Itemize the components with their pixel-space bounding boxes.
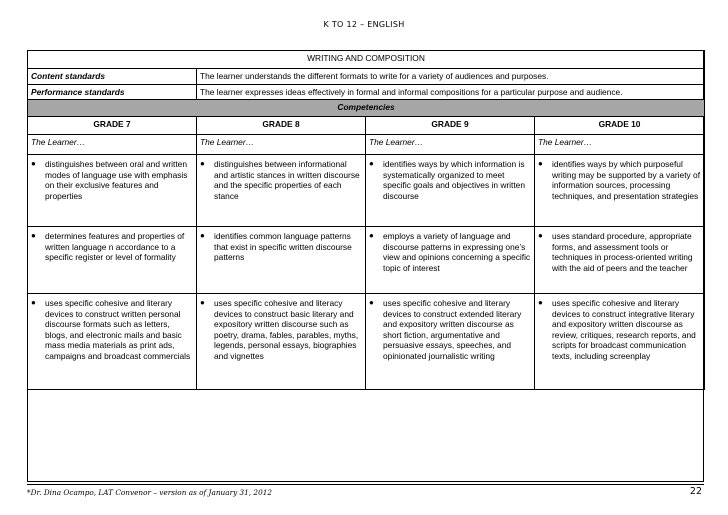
bullet-icon: ● bbox=[538, 231, 543, 240]
competency-cell bbox=[28, 227, 197, 294]
competency-cell bbox=[366, 155, 535, 227]
content-standards-label: Content standards bbox=[28, 69, 197, 85]
content-standards-value: The learner understands the different formats to write for a variety of audiences and purposes. bbox=[197, 69, 705, 85]
page-number: 22 bbox=[689, 486, 702, 497]
learner-label-g10: The Learner… bbox=[535, 135, 705, 155]
competency-cell bbox=[28, 294, 197, 390]
competency-text: uses standard procedure, appropriate forms, and assessment tools or techniques in process-oriented writing with the aid of peers and the teacher bbox=[552, 231, 693, 273]
table-row bbox=[28, 294, 705, 390]
competencies-row bbox=[28, 100, 705, 117]
competency-cell bbox=[197, 155, 366, 227]
curriculum-table bbox=[27, 50, 705, 390]
competency-text: uses specific cohesive and literary devices to construct extended literary and expository written discourse as short fiction, argumentative and persuasive essays, speeches, and opinionated journalistic writing bbox=[383, 298, 522, 361]
performance-standards-label: Performance standards bbox=[28, 84, 197, 100]
bullet-icon: ● bbox=[200, 159, 205, 168]
learner-label-g9: The Learner… bbox=[366, 135, 535, 155]
page-header: K TO 12 – ENGLISH bbox=[323, 20, 405, 29]
table-title: WRITING AND COMPOSITION bbox=[28, 51, 705, 69]
footer-divider bbox=[27, 484, 704, 485]
bullet-icon: ● bbox=[31, 159, 36, 168]
bullet-icon: ● bbox=[31, 298, 36, 307]
competency-text: determines features and properties of written language n accordance to a specific register or level of formality bbox=[45, 231, 185, 262]
bullet-icon: ● bbox=[369, 231, 374, 240]
bullet-icon: ● bbox=[369, 298, 374, 307]
table-row bbox=[28, 155, 705, 227]
competency-text: uses specific cohesive and literary devices to construct written personal discourse formats such as letters, blogs, and electronic mails and basic mass media materials as print ads, campaigns and broadcast commercials bbox=[45, 298, 191, 361]
competency-text: uses specific cohesive and literary devices to construct integrative literary and expository written discourse as review, critiques, research reports, and scripts for broadcast communication texts, including screenplay bbox=[552, 298, 696, 361]
bullet-icon: ● bbox=[200, 298, 205, 307]
competency-cell bbox=[366, 227, 535, 294]
competency-cell bbox=[197, 227, 366, 294]
bullet-icon: ● bbox=[31, 231, 36, 240]
bullet-icon: ● bbox=[369, 159, 374, 168]
competency-text: distinguishes between informational and artistic stances in written discourse and the specific properties of each stance bbox=[214, 159, 360, 201]
bullet-icon: ● bbox=[538, 298, 543, 307]
footer-note: *Dr. Dina Ocampo, LAT Convenor – version as of January 31, 2012 bbox=[27, 488, 273, 497]
grade-8-header: GRADE 8 bbox=[197, 117, 366, 135]
grade-7-header: GRADE 7 bbox=[28, 117, 197, 135]
competency-text: identifies ways by which purposeful writing may be supported by a variety of information sources, processing techniques, and presentation strategies bbox=[552, 159, 701, 201]
learner-row bbox=[28, 135, 705, 155]
competency-cell bbox=[535, 155, 705, 227]
competency-cell bbox=[535, 294, 705, 390]
content-standards-row bbox=[28, 69, 705, 85]
competency-text: distinguishes between oral and written modes of language use with emphasis on their exclusive features and properties bbox=[45, 159, 188, 201]
competency-text: uses specific cohesive and literacy devices to construct basic literary and expository written discourse such as poetry, drama, fables, parables, myths, legends, personal essays, biographies and vignettes bbox=[214, 298, 359, 361]
grade-9-header: GRADE 9 bbox=[366, 117, 535, 135]
grade-10-header: GRADE 10 bbox=[535, 117, 705, 135]
competency-cell bbox=[197, 294, 366, 390]
competency-cell bbox=[366, 294, 535, 390]
competency-cell bbox=[535, 227, 705, 294]
competency-text: identifies common language patterns that exist in specific written discourse patterns bbox=[214, 231, 352, 262]
table-title-row bbox=[28, 51, 705, 69]
performance-standards-value: The learner expresses ideas effectively in formal and informal compositions for a particular purpose and audience. bbox=[197, 84, 705, 100]
table-row bbox=[28, 227, 705, 294]
competency-text: identifies ways by which information is systematically organized to meet specific goals and objectives in written discourse bbox=[383, 159, 525, 201]
competencies-label: Competencies bbox=[28, 100, 705, 117]
learner-label-g7: The Learner… bbox=[28, 135, 197, 155]
performance-standards-row bbox=[28, 84, 705, 100]
competency-text: employs a variety of language and discourse patterns in expressing one’s view and opinions concerning a specific topic of interest bbox=[383, 231, 531, 273]
learner-label-g8: The Learner… bbox=[197, 135, 366, 155]
competency-cell bbox=[28, 155, 197, 227]
bullet-icon: ● bbox=[538, 159, 543, 168]
grade-header-row bbox=[28, 117, 705, 135]
bullet-icon: ● bbox=[200, 231, 205, 240]
